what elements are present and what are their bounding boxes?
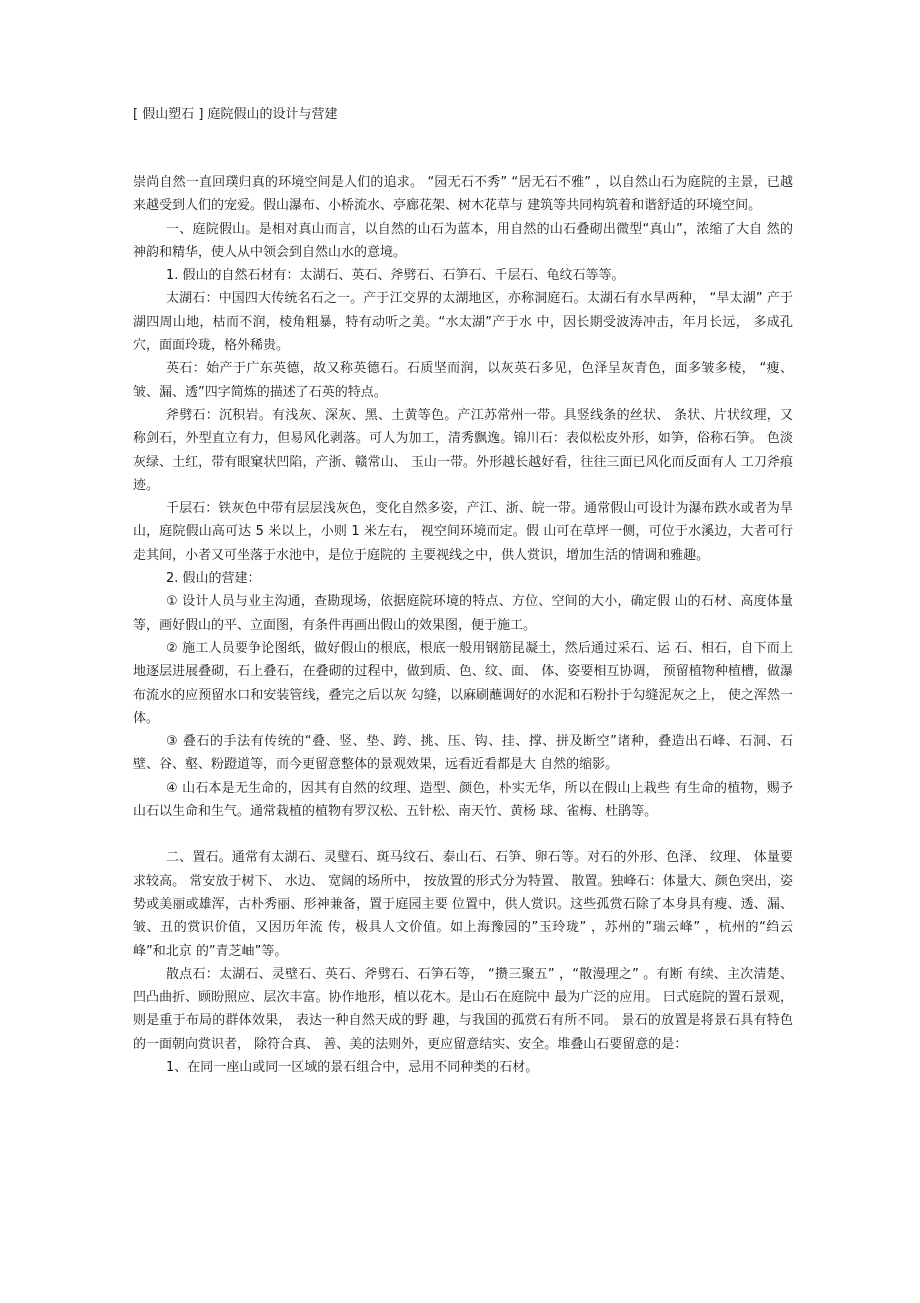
paragraph-taihu-stone: 太湖石：中国四大传统名石之一。产于江交界的太湖地区，亦称洞庭石。太湖石有水旱两种， “旱太湖” 产于湖四周山地，枯而不润，棱角粗暴，特有动听之美。“水太湖”产于水 中，因长期受波涛冲击，年月长远， 多成孔穴，面面玲珑，格外稀贵。 xyxy=(133,291,793,354)
paragraph-step-3: ③ 叠石的手法有传统的“叠、竖、垫、跨、挑、压、钩、挂、撑、拼及断空”诸种，叠造出石峰、石洞、石壁、谷、壑、粉蹬道等，而今更留意整体的景观效果，远看近看都是大 自然的缩影。 xyxy=(133,734,793,773)
paragraph-rule-1: 1、在同一座山或同一区域的景石组合中，忌用不同种类的石材。 xyxy=(166,1059,539,1075)
paragraph-step-1: ① 设计人员与业主沟通，查勘现场，依据庭院环境的特点、方位、空间的大小，确定假 山的石材、高度体量等，画好假山的平、立面图，有条件再画出假山的效果图，便于施工。 xyxy=(133,594,793,633)
document-body xyxy=(133,171,793,1079)
section-gap xyxy=(133,823,793,846)
paragraph-section-1-heading: 一、庭院假山。是相对真山而言，以自然的山石为蓝本，用自然的山石叠砌出微型“真山”，浓缩了大自 然的神韵和精华，使人从中领会到自然山水的意境。 xyxy=(133,221,793,260)
document-title: [ 假山塑石 ] 庭院假山的设计与营建 xyxy=(133,107,338,122)
paragraph-stone-materials: 1. 假山的自然石材有：太湖石、英石、斧劈石、石笋石、千层石、龟纹石等等。 xyxy=(166,268,625,284)
paragraph-section-2: 二、置石。通常有太湖石、灵璧石、斑马纹石、泰山石、石笋、卵石等。对石的外形、色泽、 纹理、 体量要求较高。 常安放于树下、 水边、 宽阔的场所中， 按放置的形式分为特置、 散置。独峰石：体量大、颜色突出，姿势或美丽或雄浑，古朴秀丽、形神兼备，置于庭园主要 位置中，供人赏识。这些孤赏石除了本身具有瘦、透、漏、皱、丑的赏识价值，又因历年流 传，极具人文价值。如上海豫园的”玉玲珑” ，苏州的”瑞云峰” ，杭州的“绉云峰”和北京 的”青芝岫”等。 xyxy=(133,850,793,959)
paragraph-step-2: ② 施工人员要争论图纸，做好假山的根底，根底一般用钢筋昆凝土，然后通过采石、运 石、相石，自下而上地逐层进展叠砌，石上叠石，在叠砌的过程中，做到质、色、纹、面、 体、姿要相互协调， 预留植物种植槽，做瀑布流水的应预留水口和安装管线，叠完之后以灰 勾缝，以麻刷蘸调好的水泥和石粉扑于勾缝泥灰之上， 使之浑然一体。 xyxy=(133,640,793,726)
paragraph-step-4: ④ 山石本是无生命的，因其有自然的纹理、造型、颜色，朴实无华，所以在假山上栽些 有生命的植物，赐予山石以生命和生气。通常栽植的植物有罗汉松、五针松、南天竹、黄杨 球、雀梅、杜鹃等。 xyxy=(133,780,793,820)
paragraph-intro: 崇尚自然一直回璞归真的环境空间是人们的追求。 “园无石不秀” “居无石不雅” ，以自然山石为庭院的主景，已越来越受到人们的宠爱。假山瀑布、小桥流水、亭廊花架、树木花草与 建筑等共同构筑着和谐舒适的环境空间。 xyxy=(133,175,793,214)
paragraph-scattered-stones: 散点石：太湖石、灵壁石、英石、斧劈石、石笋石等， “攒三聚五” ，“散漫理之” 。有断 有续、主次清楚、凹凸曲折、顾盼照应、层次丰富。协作地形，植以花木。是山石在庭院中 最为广泛的应用。 曰式庭院的置石景观， 则是重于布局的群体效果， 表达一种自然天成的野 趣，与我国的孤赏石有所不同。 景石的放置是将景石具有特色的一面朝向赏识者， 除符合真、 善、美的法则外，更应留意结实、安全。堆叠山石要留意的是： xyxy=(133,966,793,1052)
paragraph-qianceng-stone: 千层石：铁灰色中带有层层浅灰色，变化自然多姿，产江、浙、皖一带。通常假山可设计为瀑布跌水或者为旱山，庭院假山高可达 5 米以上，小则 1 米左右， 视空间环境而定。假 山可在草坪一侧，可位于水溪边，大者可行走其间，小者又可坐落于水池中，是位于庭院的 主要视线之中，供人赏识，增加生活的情调和雅趣。 xyxy=(133,501,793,563)
paragraph-construction-heading: 2. 假山的营建： xyxy=(166,571,261,587)
paragraph-fupi-stone: 斧劈石：沉积岩。有浅灰、深灰、黑、土黄等色。产江苏常州一带。具竖线条的丝状、 条状、片状纹理，又称剑石，外型直立有力，但易风化剥落。可人为加工，清秀飘逸。锦川石：表似松皮外形，如笋，俗称石笋。 色淡灰绿、土红，带有眼窠状凹陷，产浙、赣常山、 玉山一带。外形越长越好看，往往三面已风化而反面有人 工刀斧痕迹。 xyxy=(133,407,793,493)
paragraph-ying-stone: 英石：始产于广东英德，故又称英德石。石质坚而润，以灰英石多见，色泽呈灰青色，面多皱多棱， “瘦、 皱、漏、透”四字简炼的描述了石英的特点。 xyxy=(133,361,793,400)
